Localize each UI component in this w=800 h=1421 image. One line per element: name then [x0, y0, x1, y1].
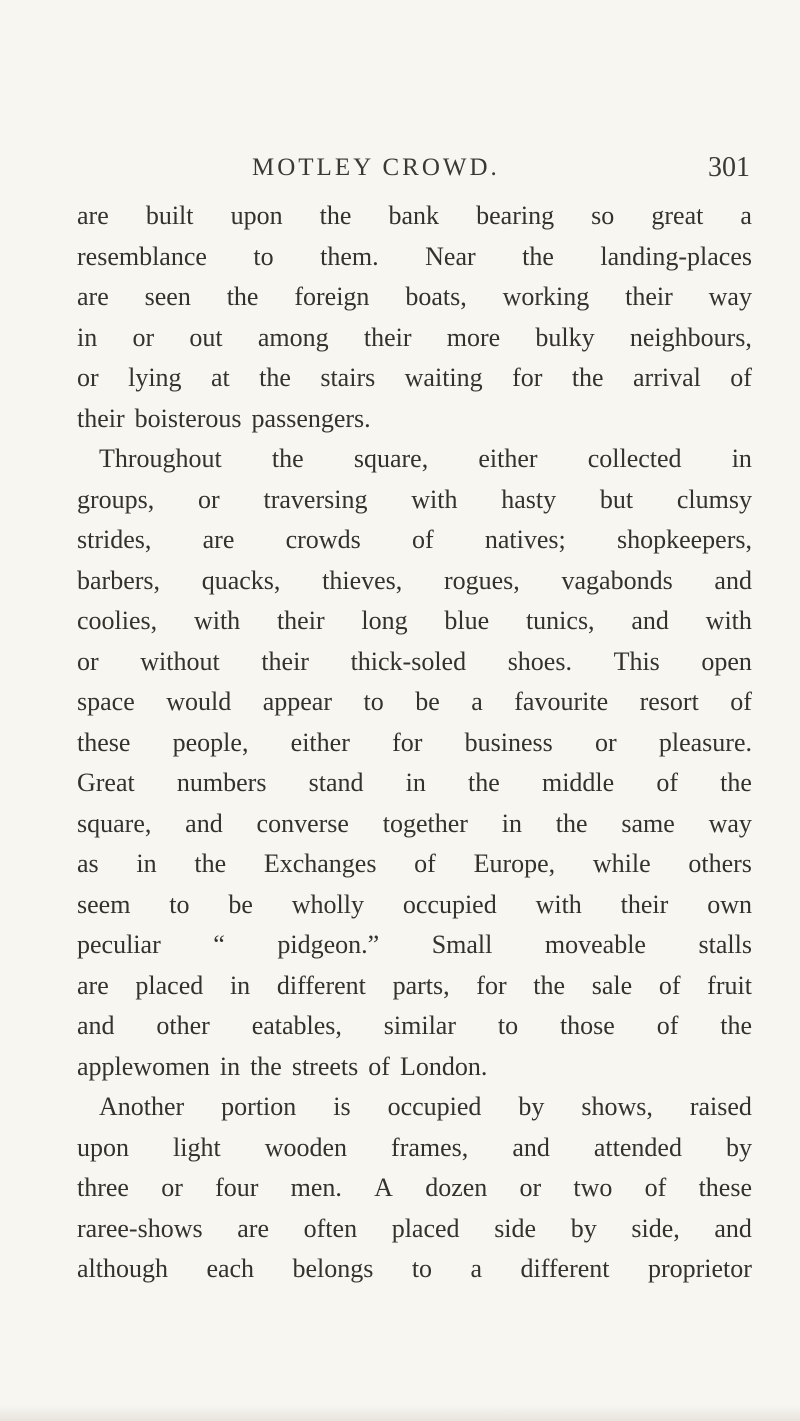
word: and — [512, 1132, 550, 1162]
word: wholly — [291, 889, 365, 919]
word: by — [518, 1092, 545, 1121]
word: stairs — [320, 363, 376, 392]
word: sale — [591, 970, 633, 1000]
word: either — [478, 444, 538, 473]
word: others — [688, 849, 752, 878]
word: is — [333, 1092, 351, 1121]
word: upon — [230, 201, 283, 230]
text-line — [77, 1168, 752, 1209]
word: in — [229, 970, 251, 1000]
word: light — [173, 1132, 221, 1162]
word: in — [136, 849, 157, 878]
text-line — [77, 925, 752, 966]
word: men. — [290, 1173, 342, 1202]
word: built — [145, 201, 194, 230]
word: with — [705, 606, 752, 635]
word: thieves, — [322, 565, 403, 595]
word: the — [720, 768, 752, 797]
word: together — [382, 808, 468, 838]
word: out — [189, 322, 223, 352]
word: dozen — [425, 1173, 488, 1202]
word: of — [368, 1051, 390, 1081]
word: side — [494, 1213, 537, 1243]
word: resort — [639, 687, 699, 716]
word: placed — [135, 970, 204, 1000]
word: This — [613, 646, 660, 676]
word: fruit — [707, 970, 752, 1000]
text-line — [77, 439, 752, 480]
word: blue — [444, 606, 490, 635]
word: boisterous — [134, 403, 242, 433]
word: their — [77, 403, 125, 433]
word: them. — [320, 241, 379, 271]
word: with — [193, 606, 241, 635]
word: Another — [99, 1092, 185, 1121]
word: Throughout — [99, 444, 222, 473]
word: are — [77, 282, 109, 311]
word: in — [77, 322, 98, 352]
word: of — [658, 970, 681, 1000]
word: A — [374, 1173, 393, 1202]
word: shoes. — [507, 646, 572, 676]
word: but — [599, 484, 634, 514]
text-line — [77, 642, 752, 683]
word: each — [206, 1254, 255, 1283]
word: streets — [291, 1051, 359, 1081]
word: without — [140, 646, 220, 676]
word: pidgeon.” — [277, 930, 380, 959]
text-line — [77, 723, 752, 764]
word: raised — [689, 1092, 752, 1121]
word: space — [77, 687, 135, 716]
word: wooden — [264, 1132, 348, 1162]
word: of — [730, 687, 752, 716]
text-line — [77, 1087, 752, 1128]
word: their — [261, 646, 309, 676]
word: way — [708, 808, 752, 838]
word: favourite — [514, 687, 609, 716]
page-edge-shadow — [0, 1405, 800, 1421]
word: open — [701, 646, 752, 676]
word: and — [714, 565, 752, 595]
word: raree-shows — [77, 1213, 203, 1243]
word: stand — [308, 768, 364, 797]
word: different — [520, 1254, 610, 1283]
word: would — [166, 687, 232, 716]
word: upon — [77, 1132, 129, 1162]
word: boats, — [405, 282, 467, 311]
word: so — [591, 201, 615, 230]
word: the — [720, 1011, 752, 1040]
word: or — [161, 1173, 183, 1202]
word: and — [77, 1011, 115, 1040]
word: and — [714, 1213, 752, 1243]
word: while — [592, 849, 651, 878]
word: as — [77, 849, 99, 878]
word: to — [411, 1254, 433, 1283]
word: attended — [593, 1132, 682, 1162]
page-number: 301 — [708, 152, 750, 183]
word: a — [740, 201, 752, 230]
word: side, — [631, 1213, 680, 1243]
word: London. — [399, 1051, 488, 1081]
word: same — [621, 808, 675, 838]
text-line — [77, 804, 752, 845]
word: shopkeepers, — [616, 525, 752, 554]
word: parts, — [392, 970, 450, 1000]
word: to — [169, 889, 190, 919]
word: the — [271, 444, 304, 473]
word: for — [392, 727, 423, 757]
word: of — [414, 849, 436, 878]
text-line — [77, 1128, 752, 1169]
text-line — [77, 520, 752, 561]
word: long — [361, 606, 408, 635]
text-line — [77, 399, 752, 440]
word: different — [276, 970, 366, 1000]
word: square, — [353, 444, 429, 473]
running-title: MOTLEY CROWD. — [252, 154, 500, 181]
word: quacks, — [201, 565, 281, 595]
word: are — [77, 970, 109, 1000]
word: strides, — [77, 525, 152, 554]
word: square, — [77, 808, 152, 838]
word: and — [631, 606, 669, 635]
word: bank — [388, 201, 440, 230]
word: clumsy — [676, 484, 752, 514]
word: of — [644, 1173, 667, 1202]
word: groups, — [77, 484, 155, 514]
word: other — [156, 1011, 210, 1040]
word: vagabonds — [561, 565, 673, 595]
text-line — [77, 1006, 752, 1047]
word: seem — [77, 889, 131, 919]
word: the — [571, 363, 604, 392]
word: of — [656, 1011, 679, 1040]
word: or — [519, 1173, 542, 1202]
word: proprietor — [647, 1254, 752, 1283]
word: resemblance — [77, 241, 207, 271]
word: are — [202, 525, 235, 554]
word: their — [276, 606, 325, 635]
word: their — [363, 322, 412, 352]
word: neighbours, — [629, 322, 752, 352]
word: rogues, — [443, 565, 520, 595]
word: in — [731, 444, 752, 473]
word: a — [470, 1254, 483, 1283]
word: occupied — [402, 889, 497, 919]
word: in — [405, 768, 426, 797]
word: pleasure. — [658, 727, 752, 757]
text-line — [77, 885, 752, 926]
word: moveable — [544, 930, 646, 959]
word: hasty — [501, 484, 557, 514]
word: Near — [425, 241, 476, 271]
word: natives; — [484, 525, 566, 554]
text-line — [77, 763, 752, 804]
word: are — [77, 201, 109, 230]
text-line — [77, 1209, 752, 1250]
word: two — [573, 1173, 613, 1202]
word: foreign — [294, 282, 370, 311]
word: the — [555, 808, 588, 838]
word: thick-soled — [350, 646, 467, 676]
word: the — [194, 849, 227, 878]
word: for — [512, 363, 543, 392]
word: in — [501, 808, 522, 838]
word: appear — [262, 687, 332, 716]
word: waiting — [404, 363, 483, 392]
word: eatables, — [251, 1011, 342, 1040]
word: often — [303, 1213, 358, 1243]
text-line — [77, 682, 752, 723]
word: or — [198, 484, 220, 514]
word: or — [594, 727, 617, 757]
word: among — [257, 322, 329, 352]
word: portion — [221, 1092, 297, 1121]
word: for — [476, 970, 507, 1000]
word: the — [319, 201, 352, 230]
text-line — [77, 1249, 752, 1290]
word: business — [464, 727, 553, 757]
word: applewomen — [77, 1051, 210, 1081]
word: Exchanges — [263, 849, 377, 878]
word: bulky — [535, 322, 595, 352]
word: in — [219, 1051, 241, 1081]
body-text — [77, 196, 752, 1290]
word: these — [77, 727, 131, 757]
word: own — [707, 889, 752, 919]
word: of — [656, 768, 679, 797]
word: traversing — [263, 484, 368, 514]
word: peculiar — [77, 930, 161, 959]
word: bearing — [476, 201, 555, 230]
word: placed — [391, 1213, 460, 1243]
word: collected — [587, 444, 682, 473]
word: Europe, — [473, 849, 556, 878]
word: similar — [383, 1011, 456, 1040]
word: barbers, — [77, 565, 161, 595]
word: with — [411, 484, 458, 514]
word: four — [215, 1173, 259, 1202]
word: belongs — [292, 1254, 374, 1283]
word: more — [446, 322, 501, 352]
word: way — [708, 282, 752, 311]
word: or — [77, 363, 99, 392]
word: by — [725, 1132, 752, 1162]
word: people, — [172, 727, 249, 757]
word: the — [259, 363, 291, 392]
word: frames, — [391, 1132, 469, 1162]
word: by — [570, 1213, 597, 1243]
word: at — [210, 363, 230, 392]
word: seen — [144, 282, 191, 311]
word: the — [522, 241, 554, 271]
word: and — [185, 808, 223, 838]
word: the — [468, 768, 500, 797]
running-head — [0, 148, 800, 188]
word: three — [77, 1173, 129, 1202]
word: passengers. — [251, 403, 371, 433]
word: are — [237, 1213, 269, 1243]
word: shows, — [581, 1092, 653, 1121]
word: those — [559, 1011, 615, 1040]
word: arrival — [633, 363, 701, 392]
text-line — [77, 844, 752, 885]
word: crowds — [285, 525, 361, 554]
word: to — [363, 687, 384, 716]
word: converse — [256, 808, 349, 838]
text-line — [77, 1047, 752, 1088]
word: working — [502, 282, 590, 311]
word: the — [533, 970, 566, 1000]
word: lying — [128, 363, 182, 392]
word: occupied — [387, 1092, 482, 1121]
word: tunics, — [525, 606, 595, 635]
word: their — [620, 889, 669, 919]
word: of — [411, 525, 434, 554]
word: or — [132, 322, 155, 352]
text-line — [77, 196, 752, 237]
word: Great — [77, 768, 135, 797]
word: with — [535, 889, 582, 919]
word: although — [77, 1254, 168, 1283]
text-line — [77, 480, 752, 521]
word: “ — [213, 930, 225, 959]
text-line — [77, 318, 752, 359]
word: of — [730, 363, 752, 392]
word: the — [250, 1051, 282, 1081]
word: or — [77, 646, 99, 676]
word: the — [226, 282, 259, 311]
word: a — [471, 687, 483, 716]
word: coolies, — [77, 606, 158, 635]
word: their — [625, 282, 673, 311]
text-line — [77, 358, 752, 399]
word: to — [497, 1011, 519, 1040]
text-line — [77, 966, 752, 1007]
text-line — [77, 601, 752, 642]
word: either — [290, 727, 350, 757]
word: landing-places — [600, 241, 752, 271]
word: Small — [431, 930, 493, 959]
word: to — [253, 241, 274, 271]
text-line — [77, 277, 752, 318]
word: great — [651, 201, 704, 230]
word: middle — [541, 768, 615, 797]
text-line — [77, 561, 752, 602]
word: stalls — [698, 930, 752, 959]
word: be — [415, 687, 440, 716]
word: be — [228, 889, 253, 919]
text-line — [77, 237, 752, 278]
word: these — [698, 1173, 752, 1202]
word: numbers — [176, 768, 267, 797]
